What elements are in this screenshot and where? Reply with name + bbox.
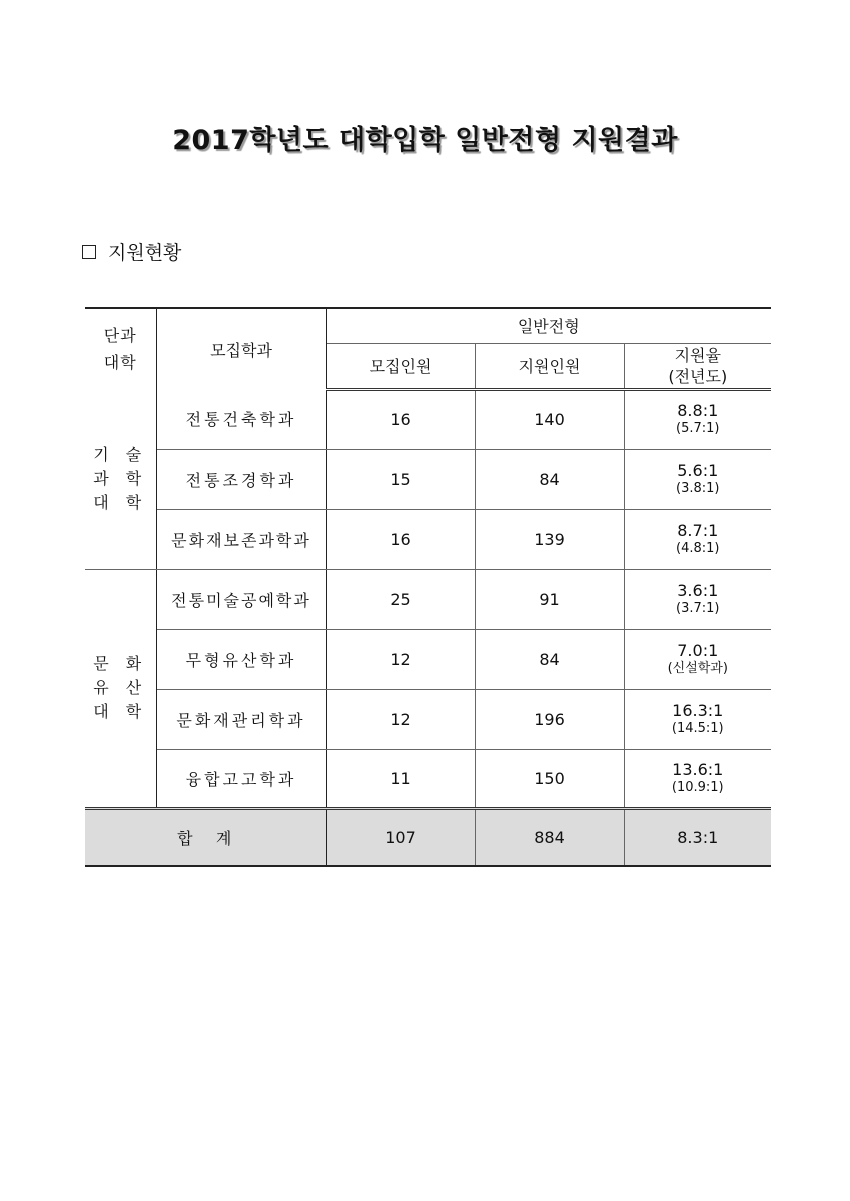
ratio-value: 8.8:1 bbox=[677, 401, 719, 420]
header-department: 모집학과 bbox=[156, 308, 326, 389]
department-cell: 전통조경학과 bbox=[156, 449, 326, 509]
applicants-cell: 84 bbox=[475, 449, 624, 509]
total-row bbox=[85, 808, 771, 866]
quota-cell: 12 bbox=[326, 689, 475, 749]
section-heading bbox=[82, 238, 181, 265]
department-cell: 융합고고학과 bbox=[156, 749, 326, 808]
header-applicants: 지원인원 bbox=[475, 343, 624, 389]
table-row bbox=[85, 629, 771, 689]
department-cell: 전통건축학과 bbox=[156, 389, 326, 449]
section-heading-label: 지원현황 bbox=[108, 242, 182, 264]
college-name-line: 대 학 bbox=[93, 492, 148, 512]
prev-ratio-value: (10.9:1) bbox=[671, 779, 724, 795]
college-name-line: 과 학 bbox=[93, 468, 148, 488]
prev-ratio-value: (3.8:1) bbox=[676, 480, 720, 496]
applicants-cell: 139 bbox=[475, 509, 624, 569]
total-applicants: 884 bbox=[475, 808, 624, 866]
applicants-cell: 140 bbox=[475, 389, 624, 449]
ratio-cell bbox=[624, 629, 771, 689]
quota-cell: 11 bbox=[326, 749, 475, 808]
applicants-cell: 91 bbox=[475, 569, 624, 629]
application-results-table bbox=[85, 307, 771, 867]
department-cell: 문화재관리학과 bbox=[156, 689, 326, 749]
ratio-value: 8.7:1 bbox=[677, 520, 719, 540]
total-ratio: 8.3:1 bbox=[624, 808, 771, 866]
page-title: 2017학년도 대학입학 일반전형 지원결과 bbox=[172, 125, 678, 156]
header-general-admission: 일반전형 bbox=[326, 308, 771, 343]
prev-ratio-value: (3.7:1) bbox=[676, 600, 720, 616]
quota-cell: 16 bbox=[326, 509, 475, 569]
total-label: 합 계 bbox=[85, 808, 326, 866]
department-cell: 문화재보존과학과 bbox=[156, 509, 326, 569]
department-cell: 무형유산학과 bbox=[156, 629, 326, 689]
header-college bbox=[85, 308, 156, 389]
header-ratio-line1: 지원율 bbox=[674, 345, 721, 365]
ratio-value: 5.6:1 bbox=[677, 460, 719, 480]
quota-cell: 16 bbox=[326, 389, 475, 449]
quota-cell: 15 bbox=[326, 449, 475, 509]
quota-cell: 12 bbox=[326, 629, 475, 689]
table-row bbox=[85, 509, 771, 569]
ratio-value: 7.0:1 bbox=[677, 640, 719, 660]
table-row bbox=[85, 749, 771, 808]
table-row bbox=[85, 689, 771, 749]
header-quota: 모집인원 bbox=[326, 343, 475, 389]
header-ratio bbox=[624, 343, 771, 389]
college-cell bbox=[85, 389, 156, 569]
prev-ratio-value: (14.5:1) bbox=[671, 720, 724, 736]
college-name-line: 문 화 bbox=[93, 654, 148, 673]
total-quota: 107 bbox=[326, 808, 475, 866]
applicants-cell: 196 bbox=[475, 689, 624, 749]
header-college-line1: 단과 bbox=[103, 326, 137, 345]
ratio-cell bbox=[624, 389, 771, 449]
department-cell: 전통미술공예학과 bbox=[156, 569, 326, 629]
prev-ratio-value: (5.7:1) bbox=[676, 421, 720, 436]
quota-cell: 25 bbox=[326, 569, 475, 629]
ratio-cell bbox=[624, 569, 771, 629]
header-college-line2: 대학 bbox=[103, 353, 137, 372]
college-name-line: 기 술 bbox=[93, 444, 148, 464]
ratio-cell bbox=[624, 689, 771, 749]
prev-ratio-value: (신설학과) bbox=[667, 660, 728, 676]
table-row bbox=[85, 569, 771, 629]
college-cell bbox=[85, 569, 156, 808]
table-row bbox=[85, 389, 771, 449]
college-name-line: 유 산 bbox=[93, 678, 148, 697]
checkbox-square-icon bbox=[82, 245, 96, 259]
ratio-cell bbox=[624, 749, 771, 808]
applicants-cell: 84 bbox=[475, 629, 624, 689]
applicants-cell: 150 bbox=[475, 749, 624, 808]
table-row bbox=[85, 449, 771, 509]
college-name-line: 대 학 bbox=[93, 702, 148, 721]
ratio-cell bbox=[624, 449, 771, 509]
prev-ratio-value: (4.8:1) bbox=[676, 540, 720, 556]
ratio-value: 3.6:1 bbox=[677, 580, 719, 600]
ratio-cell bbox=[624, 509, 771, 569]
header-ratio-line2: (전년도) bbox=[668, 366, 728, 386]
ratio-value: 13.6:1 bbox=[672, 759, 724, 779]
ratio-value: 16.3:1 bbox=[672, 700, 724, 720]
